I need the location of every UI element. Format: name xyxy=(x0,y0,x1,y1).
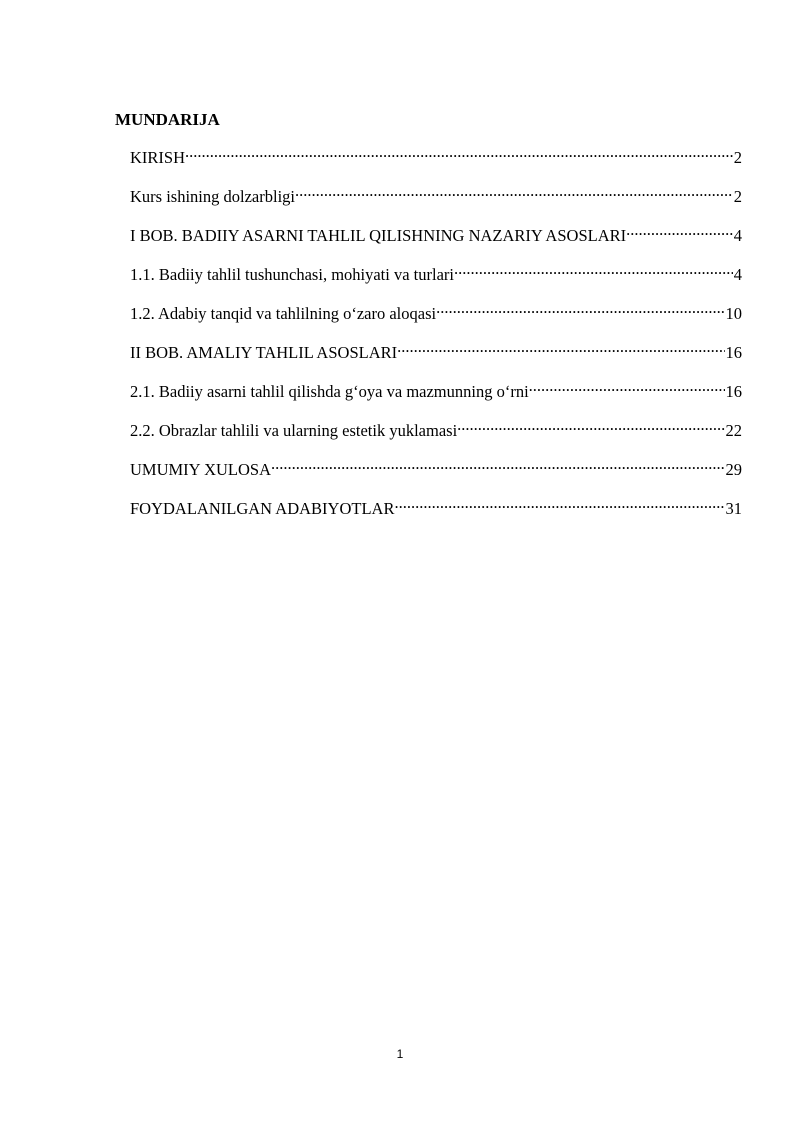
toc-entry-title: 2.1. Badiiy asarni tahlil qilishda g‘oya va mazmunning o‘rni xyxy=(130,382,529,401)
toc-dot-leader xyxy=(271,453,724,475)
toc-entry-page: 2 xyxy=(733,187,742,206)
toc-entry-adabiyotlar[interactable] xyxy=(130,492,742,531)
toc-dot-leader xyxy=(394,492,724,514)
toc-entry-section-2-2[interactable] xyxy=(130,414,742,453)
toc-entry-kirish[interactable] xyxy=(130,141,742,180)
toc-dot-leader xyxy=(397,336,724,358)
toc-heading: MUNDARIJA xyxy=(115,110,220,129)
toc-entry-title: KIRISH xyxy=(130,148,186,167)
toc-entry-title: UMUMIY XULOSA xyxy=(130,460,272,479)
toc-entry-dolzarbligi[interactable] xyxy=(130,180,742,219)
table-of-contents xyxy=(130,141,742,531)
toc-dot-leader xyxy=(626,219,733,241)
toc-entry-page: 4 xyxy=(733,265,742,284)
toc-entry-page: 4 xyxy=(733,226,742,245)
toc-entry-page: 16 xyxy=(725,343,742,362)
toc-entry-page: 2 xyxy=(733,148,742,167)
toc-entry-chapter-2[interactable] xyxy=(130,336,742,375)
toc-dot-leader xyxy=(436,297,724,319)
toc-entry-page: 10 xyxy=(725,304,742,323)
toc-dot-leader xyxy=(295,180,733,202)
toc-dot-leader xyxy=(529,375,725,397)
toc-entry-title: I BOB. BADIIY ASARNI TAHLIL QILISHNING NAZARIY ASOSLARI xyxy=(130,226,627,245)
toc-dot-leader xyxy=(457,414,724,436)
toc-dot-leader xyxy=(454,258,733,280)
toc-entry-section-1-2[interactable] xyxy=(130,297,742,336)
toc-entry-chapter-1[interactable] xyxy=(130,219,742,258)
toc-entry-section-1-1[interactable] xyxy=(130,258,742,297)
toc-entry-xulosa[interactable] xyxy=(130,453,742,492)
page-number: 1 xyxy=(396,1047,404,1061)
toc-entry-page: 22 xyxy=(725,421,742,440)
toc-entry-title: 1.2. Adabiy tanqid va tahlilning o‘zaro aloqasi xyxy=(130,304,437,323)
toc-entry-page: 31 xyxy=(725,499,742,518)
toc-entry-page: 16 xyxy=(725,382,742,401)
toc-entry-section-2-1[interactable] xyxy=(130,375,742,414)
toc-entry-title: FOYDALANILGAN ADABIYOTLAR xyxy=(130,499,395,518)
toc-entry-title: 2.2. Obrazlar tahlili va ularning estetik yuklamasi xyxy=(130,421,458,440)
toc-entry-title: Kurs ishining dolzarbligi xyxy=(130,187,295,206)
toc-entry-title: II BOB. AMALIY TAHLIL ASOSLARI xyxy=(130,343,398,362)
toc-entry-title: 1.1. Badiiy tahlil tushunchasi, mohiyati va turlari xyxy=(130,265,454,284)
toc-dot-leader xyxy=(185,141,733,163)
toc-entry-page: 29 xyxy=(725,460,742,479)
